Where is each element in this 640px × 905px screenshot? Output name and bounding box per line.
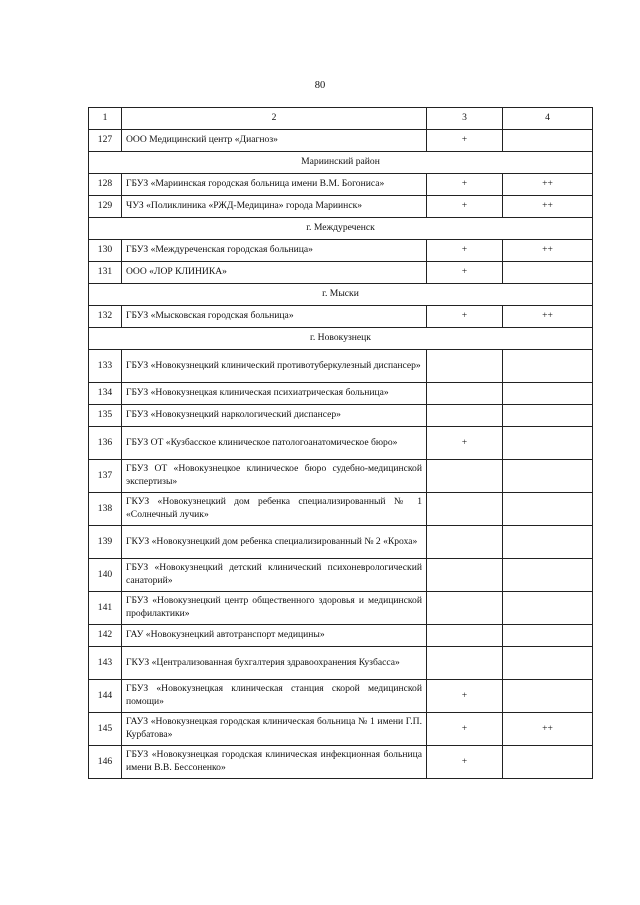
- row-number: 135: [89, 405, 122, 427]
- institution-name: ГБУЗ «Новокузнецкий наркологический диспансер»: [122, 405, 427, 427]
- table-row: [89, 427, 593, 460]
- mark-col-4: [503, 130, 593, 152]
- mark-col-4: [503, 262, 593, 284]
- section-title: г. Мыски: [89, 284, 593, 306]
- mark-col-3: +: [427, 130, 503, 152]
- mark-col-3: [427, 526, 503, 559]
- row-number: 145: [89, 713, 122, 746]
- institution-name: ГБУЗ ОТ «Кузбасское клиническое патологоанатомическое бюро»: [122, 427, 427, 460]
- mark-col-3: [427, 383, 503, 405]
- column-header: 1: [89, 108, 122, 130]
- mark-col-3: [427, 625, 503, 647]
- row-number: 146: [89, 746, 122, 779]
- section-row: [89, 284, 593, 306]
- table-row: [89, 493, 593, 526]
- mark-col-4: [503, 746, 593, 779]
- mark-col-3: [427, 350, 503, 383]
- table-row: [89, 405, 593, 427]
- mark-col-3: [427, 559, 503, 592]
- mark-col-3: +: [427, 680, 503, 713]
- section-title: Мариинский район: [89, 152, 593, 174]
- institution-name: ГБУЗ «Новокузнецкая клиническая станция скорой медицинской помощи»: [122, 680, 427, 713]
- row-number: 142: [89, 625, 122, 647]
- mark-col-3: [427, 405, 503, 427]
- column-header: 4: [503, 108, 593, 130]
- row-number: 134: [89, 383, 122, 405]
- institution-name: ГБУЗ «Новокузнецкая городская клиническая инфекционная больница имени В.В. Бессоненко»: [122, 746, 427, 779]
- row-number: 139: [89, 526, 122, 559]
- institution-name: ГБУЗ «Междуреченская городская больница»: [122, 240, 427, 262]
- mark-col-3: [427, 592, 503, 625]
- table-row: [89, 196, 593, 218]
- mark-col-4: [503, 493, 593, 526]
- table-row: [89, 625, 593, 647]
- institution-name: ГКУЗ «Централизованная бухгалтерия здравоохранения Кузбасса»: [122, 647, 427, 680]
- table-row: [89, 383, 593, 405]
- mark-col-4: ++: [503, 196, 593, 218]
- institution-name: ГКУЗ «Новокузнецкий дом ребенка специализированный № 2 «Кроха»: [122, 526, 427, 559]
- institution-name: ГБУЗ «Мариинская городская больница имени В.М. Богониса»: [122, 174, 427, 196]
- mark-col-4: [503, 625, 593, 647]
- institution-name: ГБУЗ «Новокузнецкий детский клинический психоневрологический санаторий»: [122, 559, 427, 592]
- institution-name: ГБУЗ «Новокузнецкий центр общественного здоровья и медицинской профилактики»: [122, 592, 427, 625]
- row-number: 133: [89, 350, 122, 383]
- table-row: [89, 647, 593, 680]
- mark-col-3: +: [427, 196, 503, 218]
- mark-col-3: +: [427, 713, 503, 746]
- mark-col-3: [427, 460, 503, 493]
- row-number: 140: [89, 559, 122, 592]
- column-header: 3: [427, 108, 503, 130]
- row-number: 141: [89, 592, 122, 625]
- table-row: [89, 713, 593, 746]
- row-number: 131: [89, 262, 122, 284]
- table-row: [89, 460, 593, 493]
- row-number: 136: [89, 427, 122, 460]
- section-row: [89, 152, 593, 174]
- institution-name: ГКУЗ «Новокузнецкий дом ребенка специализированный № 1 «Солнечный лучик»: [122, 493, 427, 526]
- mark-col-4: [503, 592, 593, 625]
- column-header: 2: [122, 108, 427, 130]
- row-number: 143: [89, 647, 122, 680]
- mark-col-4: ++: [503, 240, 593, 262]
- mark-col-4: [503, 647, 593, 680]
- section-row: [89, 218, 593, 240]
- table-row: [89, 240, 593, 262]
- row-number: 132: [89, 306, 122, 328]
- table-row: [89, 130, 593, 152]
- institution-name: ГБУЗ «Мысковская городская больница»: [122, 306, 427, 328]
- table-row: [89, 306, 593, 328]
- row-number: 144: [89, 680, 122, 713]
- section-title: г. Новокузнецк: [89, 328, 593, 350]
- table-row: [89, 680, 593, 713]
- mark-col-4: [503, 680, 593, 713]
- mark-col-4: ++: [503, 174, 593, 196]
- mark-col-4: [503, 460, 593, 493]
- table-header-row: [89, 108, 593, 130]
- table-row: [89, 526, 593, 559]
- mark-col-4: ++: [503, 306, 593, 328]
- mark-col-4: [503, 350, 593, 383]
- mark-col-4: [503, 405, 593, 427]
- mark-col-3: +: [427, 174, 503, 196]
- mark-col-3: +: [427, 427, 503, 460]
- table-row: [89, 559, 593, 592]
- table-row: [89, 174, 593, 196]
- section-title: г. Междуреченск: [89, 218, 593, 240]
- table-row: [89, 592, 593, 625]
- mark-col-3: [427, 647, 503, 680]
- row-number: 138: [89, 493, 122, 526]
- mark-col-3: +: [427, 262, 503, 284]
- mark-col-3: [427, 493, 503, 526]
- mark-col-4: ++: [503, 713, 593, 746]
- institution-name: ГАУ «Новокузнецкий автотранспорт медицины»: [122, 625, 427, 647]
- row-number: 128: [89, 174, 122, 196]
- institution-name: ООО Медицинский центр «Диагноз»: [122, 130, 427, 152]
- mark-col-3: +: [427, 306, 503, 328]
- table-row: [89, 746, 593, 779]
- institution-name: ГАУЗ «Новокузнецкая городская клиническая больница № 1 имени Г.П. Курбатова»: [122, 713, 427, 746]
- mark-col-3: +: [427, 746, 503, 779]
- institutions-table: [88, 107, 593, 779]
- institution-name: ЧУЗ «Поликлиника «РЖД-Медицина» города Мариинск»: [122, 196, 427, 218]
- mark-col-3: +: [427, 240, 503, 262]
- mark-col-4: [503, 383, 593, 405]
- section-row: [89, 328, 593, 350]
- table-row: [89, 262, 593, 284]
- institution-name: ГБУЗ «Новокузнецкая клиническая психиатрическая больница»: [122, 383, 427, 405]
- institution-name: ГБУЗ «Новокузнецкий клинический противотуберкулезный диспансер»: [122, 350, 427, 383]
- table-row: [89, 350, 593, 383]
- mark-col-4: [503, 427, 593, 460]
- institution-name: ООО «ЛОР КЛИНИКА»: [122, 262, 427, 284]
- mark-col-4: [503, 526, 593, 559]
- row-number: 137: [89, 460, 122, 493]
- row-number: 130: [89, 240, 122, 262]
- institution-name: ГБУЗ ОТ «Новокузнецкое клиническое бюро судебно-медицинской экспертизы»: [122, 460, 427, 493]
- page-number: 80: [314, 80, 326, 91]
- mark-col-4: [503, 559, 593, 592]
- row-number: 129: [89, 196, 122, 218]
- row-number: 127: [89, 130, 122, 152]
